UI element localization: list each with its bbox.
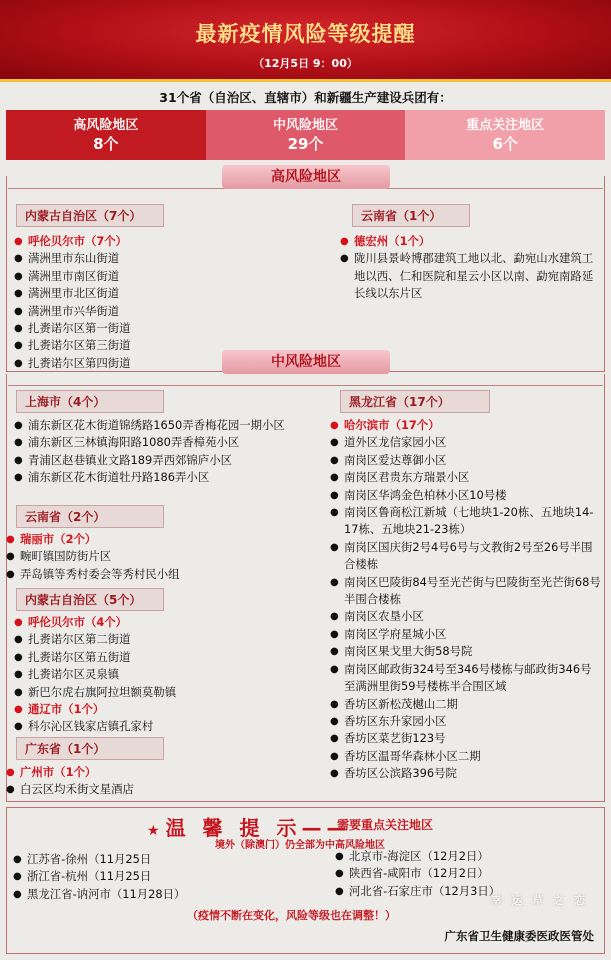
header-banner [0, 0, 611, 82]
province-heilongjiang: 黑龙江省（17个） [340, 390, 490, 413]
list-item: ● 浦东新区花木街道锦绣路1650弄香梅花园一期小区 [14, 417, 299, 434]
list-item: ● 白云区均禾街文星酒店 [6, 781, 296, 798]
list-item: ● 南岗区君贵东方瑞景小区 [330, 469, 602, 486]
list-item: ● 南岗区农垦小区 [330, 608, 602, 625]
list-item: ● 扎赉诺尔区第三街道 [14, 337, 304, 354]
city-tongliao: ● 通辽市（1个） [14, 701, 299, 718]
issuing-organization: 广东省卫生健康委医政医管处 [444, 929, 594, 943]
list-item: ● 浙江省-杭州（11月25日 [13, 868, 313, 885]
list-item: ● 弄岛镇等秀村委会等秀村民小组 [6, 566, 296, 583]
summary-bar [6, 110, 605, 160]
high-risk-section-title: 高风险地区 [222, 165, 390, 189]
list-item: ● 扎赉诺尔区第一街道 [14, 320, 304, 337]
list-item: ● 江苏省-徐州（11月25日 [13, 851, 313, 868]
list-item: ● 扎赉诺尔区第二街道 [14, 631, 299, 648]
summary-high [6, 110, 206, 160]
list-item: ● 畹町镇国防街片区 [6, 548, 296, 565]
city-dehong: ● 德宏州（1个） [340, 233, 602, 250]
list-item: ● 南岗区鲁商松江新城（七地块1-20栋、五地块14-17栋、五地块21-23栋） [330, 504, 602, 539]
province-neimenggu-high: 内蒙古自治区（7个） [16, 204, 164, 227]
watermark: 幸 运 草 之 恋 [490, 894, 588, 907]
list-item: ● 满洲里市北区街道 [14, 285, 304, 302]
list-item: ● 北京市-海淀区（12月2日） [335, 848, 595, 865]
list-item: ● 浦东新区三林镇海阳路1080弄香樟苑小区 [14, 434, 299, 451]
province-yunnan-mid: 云南省（2个） [16, 505, 164, 528]
neimenggu-mid-list [14, 614, 299, 736]
page-title: 最新疫情风险等级提醒 [195, 22, 416, 46]
list-item: ● 南岗区学府星城小区 [330, 626, 602, 643]
list-item: ● 香坊区菜艺街123号 [330, 730, 602, 747]
list-item: ● 满洲里市南区街道 [14, 268, 304, 285]
city-guangzhou: ● 广州市（1个） [6, 764, 296, 781]
list-item: ● 南岗区邮政街324号至346号楼栋与邮政街346号至满洲里街59号楼栋半合围区域 [330, 661, 602, 696]
star-icon: ★ [147, 823, 160, 839]
list-item: ● 南岗区华鸿金色柏林小区10号楼 [330, 487, 602, 504]
summary-high-label: 高风险地区 [73, 118, 139, 133]
summary-mid-label: 中风险地区 [273, 118, 339, 133]
summary-mid-count: 29个 [287, 135, 324, 153]
list-item: ● 科尔沁区钱家店镇孔家村 [14, 718, 299, 735]
list-item: ● 南岗区爱达尊御小区 [330, 452, 602, 469]
list-item: ● 满洲里市兴华街道 [14, 303, 304, 320]
list-item: ● 青浦区赵巷镇业文路189弄西郊锦庐小区 [14, 452, 299, 469]
tips-title: 温 馨 提 示—— [165, 816, 352, 840]
list-item: ● 黑龙江省-讷河市（11月28日） [13, 886, 313, 903]
guangdong-list [6, 764, 296, 799]
summary-focus-count: 6个 [492, 135, 518, 153]
list-item: ● 香坊区公滨路396号院 [330, 765, 602, 782]
list-item: ● 陇川县景岭博郡建筑工地以北、勐宛山水建筑工地以西、仁和医院和星云小区以南、勐宛南路延长线以东片区 [340, 250, 602, 302]
province-shanghai: 上海市（4个） [16, 390, 164, 413]
summary-focus-label: 重点关注地区 [466, 118, 545, 133]
list-item: ● 陕西省-咸阳市（12月2日） [335, 865, 595, 882]
mid-risk-section-title: 中风险地区 [222, 350, 390, 374]
heilongjiang-list [330, 417, 602, 783]
yunnan-mid-list [6, 531, 296, 583]
list-item: ● 香坊区新松茂樾山二期 [330, 696, 602, 713]
tips-box [6, 807, 605, 954]
city-hulunbeier: ● 呼伦贝尔市（7个） [14, 233, 304, 250]
shanghai-list [14, 417, 299, 487]
list-item: ● 香坊区东升家园小区 [330, 713, 602, 730]
list-item: ● 道外区龙信家园小区 [330, 434, 602, 451]
list-item: ● 南岗区巴陵街84号至光芒街与巴陵街至光芒街68号半围合楼栋 [330, 574, 602, 609]
list-item: ● 扎赉诺尔区第四街道 [14, 355, 304, 372]
update-time: （12月5日 9：00） [253, 57, 358, 70]
summary-focus [405, 110, 605, 160]
list-item: ● 扎赉诺尔区第五街道 [14, 649, 299, 666]
summary-subtitle: 31个省（自治区、直辖市）和新疆生产建设兵团有： [159, 90, 452, 105]
city-haerbin: ● 哈尔滨市（17个） [330, 417, 602, 434]
list-item: ● 扎赉诺尔区灵泉镇 [14, 666, 299, 683]
list-item: ● 南岗区国庆街2号4号6号与文教街2号至26号半围合楼栋 [330, 539, 602, 574]
province-guangdong: 广东省（1个） [16, 737, 164, 760]
tips-note: 境外（除澳门）仍全部为中高风险地区 [215, 840, 385, 851]
list-item: ● 浦东新区花木街道牡丹路186弄小区 [14, 469, 299, 486]
list-item: ● 香坊区温哥华森林小区二期 [330, 748, 602, 765]
city-ruili: ● 瑞丽市（2个） [6, 531, 296, 548]
divider [8, 385, 603, 386]
list-item: ● 新巴尔虎右旗阿拉坦额莫勒镇 [14, 684, 299, 701]
province-neimenggu-mid: 内蒙古自治区（5个） [16, 588, 164, 611]
summary-mid [206, 110, 406, 160]
high-right-list [340, 233, 602, 303]
list-item: ● 满洲里市东山街道 [14, 250, 304, 267]
tips-subtitle: 需要重点关注地区 [337, 818, 434, 832]
province-yunnan-high: 云南省（1个） [352, 204, 470, 227]
list-item: ● 南岗区果戈里大街58号院 [330, 643, 602, 660]
list-item: ● 河北省-石家庄市（12月3日） [335, 883, 595, 900]
tips-warning: （疫情不断在变化，风险等级也在调整！） [187, 909, 396, 922]
city-hulunbeier-mid: ● 呼伦贝尔市（4个） [14, 614, 299, 631]
focus-left-list [13, 851, 313, 903]
summary-high-count: 8个 [93, 135, 119, 153]
